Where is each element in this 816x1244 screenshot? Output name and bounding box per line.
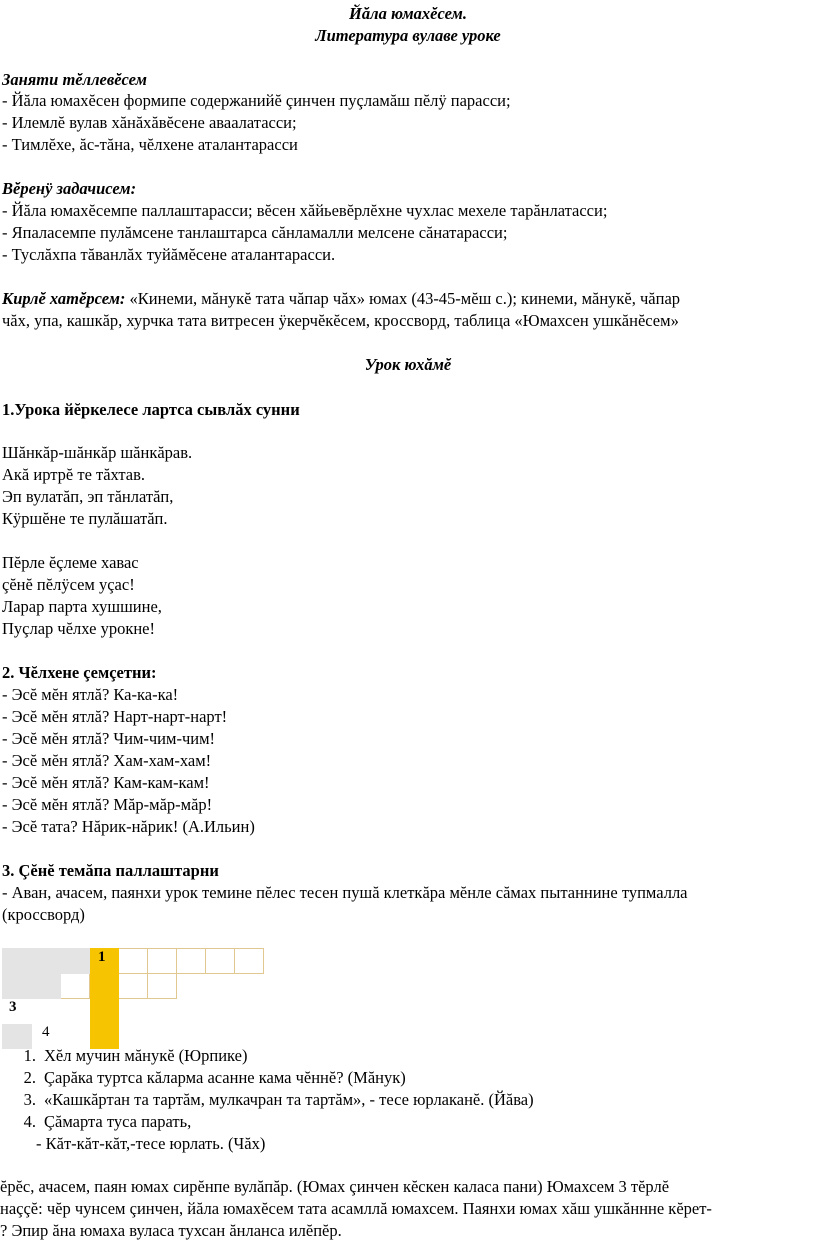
crossword-cell-empty xyxy=(32,999,61,1024)
doc-title: Йăла юмахĕсем. xyxy=(349,4,467,23)
poem-line: Кÿршĕне те пулăшатăп. xyxy=(2,509,168,528)
task-item: - Япаласемпе пулăмсене танлаштарса сăнламалли мелсене сăнатарасси; xyxy=(2,223,508,242)
tongue-line: - Эсĕ тата? Нăрик-нăрик! (А.Ильин) xyxy=(2,817,255,836)
crossword-cell-empty xyxy=(61,999,90,1024)
clue-text: «Кашкăртан та тартăм, мулкачран та тартăм», - тесе юрлаканĕ. (Йăва) xyxy=(44,1090,534,1109)
clue-item xyxy=(4,1067,406,1089)
clue-number: 4. xyxy=(23,1112,36,1131)
clue-continuation: - Кăт-кăт-кăт,-тесе юрлать. (Чăх) xyxy=(36,1134,266,1153)
footer-line: ĕрĕс, ачасем, паян юмах сирĕнпе вулăпăр. (Юмах çинчен кĕскен каласа пани) Юмахсем 3 тĕрлĕ xyxy=(0,1177,670,1196)
clue-number: 1. xyxy=(23,1046,36,1065)
crossword-cell xyxy=(177,949,206,974)
crossword-cell xyxy=(61,949,90,974)
tongue-line: - Эсĕ мĕн ятлă? Ка-ка-ка! xyxy=(2,685,179,704)
equipment-text: «Кинеми, мăнукĕ тата чăпар чăх» юмах (43-45-мĕш с.); кинеми, мăнукĕ, чăпар xyxy=(125,289,681,308)
crossword-cell xyxy=(206,949,235,974)
tongue-line: - Эсĕ мĕн ятлă? Хам-хам-хам! xyxy=(2,751,212,770)
goal-item: - Илемлĕ вулав хăнăхăвĕсене аваалатасси; xyxy=(2,113,297,132)
crossword-cell xyxy=(235,949,264,974)
crossword-cell-empty xyxy=(177,999,206,1024)
crossword-grid xyxy=(2,948,264,1049)
crossword-number: 4 xyxy=(42,1024,50,1040)
poem-line: Пуçлар чĕлхе урокне! xyxy=(2,619,155,638)
poem-line: çĕнĕ пĕлÿсем уçас! xyxy=(2,575,135,594)
crossword-cell xyxy=(3,974,32,999)
tongue-line: - Эсĕ мĕн ятлă? Нарт-нарт-нарт! xyxy=(2,707,228,726)
section1-heading: 1.Урока йĕркелесе лартса сывлăх сунни xyxy=(2,400,300,419)
task-item: - Йăла юмахĕсемпе паллаштарасси; вĕсен хăйьевĕрлĕхне чухлас мехеле тарăнлатасси; xyxy=(2,201,608,220)
crossword-cell xyxy=(119,949,148,974)
crossword-cell xyxy=(32,949,61,974)
goal-item: - Йăла юмахĕсен формипе содержанийĕ çинчен пуçламăш пĕлÿ парасси; xyxy=(2,91,511,110)
crossword-cell-empty xyxy=(206,999,235,1024)
footer-line: наççĕ: чĕр чунсем çинчен, йăла юмахĕсем тата асамллă юмахсем. Паянхи юмах хăш ушкăннне кĕрет- xyxy=(0,1199,712,1218)
tongue-line: - Эсĕ мĕн ятлă? Мăр-мăр-мăр! xyxy=(2,795,213,814)
poem-line: Пĕрле ĕçлеме хавас xyxy=(2,553,139,572)
section2-heading: 2. Чĕлхене çемçетни: xyxy=(2,663,157,682)
task-item: - Туслăхпа тăванлăх туйăмĕсене аталантарасси. xyxy=(2,245,336,264)
section3-text: - Аван, ачасем, паянхи урок темине пĕлес тесен пушă клеткăра мĕнле сăмах пытаннине тупмалла xyxy=(2,883,688,902)
clue-text: Çарăка туртса кăларма асанне кама чĕннĕ? (Мăнук) xyxy=(44,1068,406,1087)
crossword-cell-empty xyxy=(3,999,32,1024)
poem-line: Акă иртрĕ те тăхтав. xyxy=(2,465,146,484)
crossword-cell xyxy=(32,974,61,999)
tongue-line: - Эсĕ мĕн ятлă? Кам-кам-кам! xyxy=(2,773,210,792)
goals-heading: Заняти тĕллевĕсем xyxy=(2,70,147,89)
crossword-cell-highlight xyxy=(90,974,119,999)
poem-line: Эп вулатăп, эп тăнлатăп, xyxy=(2,487,174,506)
tasks-heading: Вĕренÿ задачисем: xyxy=(2,179,137,198)
crossword-cell xyxy=(3,949,32,974)
section3-heading: 3. Çĕнĕ темăпа паллаштарни xyxy=(2,861,219,880)
doc-subtitle: Литература вулаве уроке xyxy=(315,26,501,45)
crossword-number: 1 xyxy=(98,949,106,965)
crossword-cell-empty xyxy=(148,999,177,1024)
crossword-cell-highlight xyxy=(90,949,119,974)
lesson-heading: Урок юхăмĕ xyxy=(364,355,452,374)
clue-number: 2. xyxy=(23,1068,36,1087)
crossword-cell-highlight xyxy=(90,999,119,1024)
clue-item xyxy=(4,1111,191,1133)
clue-text: Çăмарта туса парать, xyxy=(44,1112,192,1131)
equipment-line xyxy=(2,289,680,309)
poem-line: Ларар парта хушшине, xyxy=(2,597,162,616)
crossword-cell xyxy=(148,974,177,999)
clue-text: Хĕл мучин мăнукĕ (Юрпике) xyxy=(44,1046,248,1065)
crossword-cell-empty xyxy=(177,974,206,999)
footer-line: ? Эпир ăна юмаха вуласа тухсан ăнланса илĕпĕр. xyxy=(0,1221,342,1240)
crossword-cell xyxy=(148,949,177,974)
crossword-cell-empty xyxy=(119,999,148,1024)
equipment-line-2: чăх, упа, кашкăр, хурчка тата витресен ÿкерчĕкĕсем, кроссворд, таблица «Юмахсен ушкăнĕсем» xyxy=(2,311,679,330)
section3-text-2: (кроссворд) xyxy=(2,905,85,924)
crossword-cell-empty xyxy=(235,999,264,1024)
tongue-line: - Эсĕ мĕн ятлă? Чим-чим-чим! xyxy=(2,729,216,748)
crossword-cell-empty xyxy=(206,974,235,999)
clue-number: 3. xyxy=(23,1090,36,1109)
crossword-cell xyxy=(61,974,90,999)
clue-item xyxy=(4,1089,534,1111)
clue-item xyxy=(4,1045,247,1067)
crossword-cell xyxy=(119,974,148,999)
goal-item: - Тимлĕхе, ăс-тăна, чĕлхене аталантарасси xyxy=(2,135,298,154)
poem-line: Шăнкăр-шăнкăр шăнкăрав. xyxy=(2,443,193,462)
equipment-label: Кирлĕ хатĕрсем: xyxy=(2,289,126,308)
crossword-number: 3 xyxy=(9,999,17,1015)
crossword-cell-empty xyxy=(235,974,264,999)
